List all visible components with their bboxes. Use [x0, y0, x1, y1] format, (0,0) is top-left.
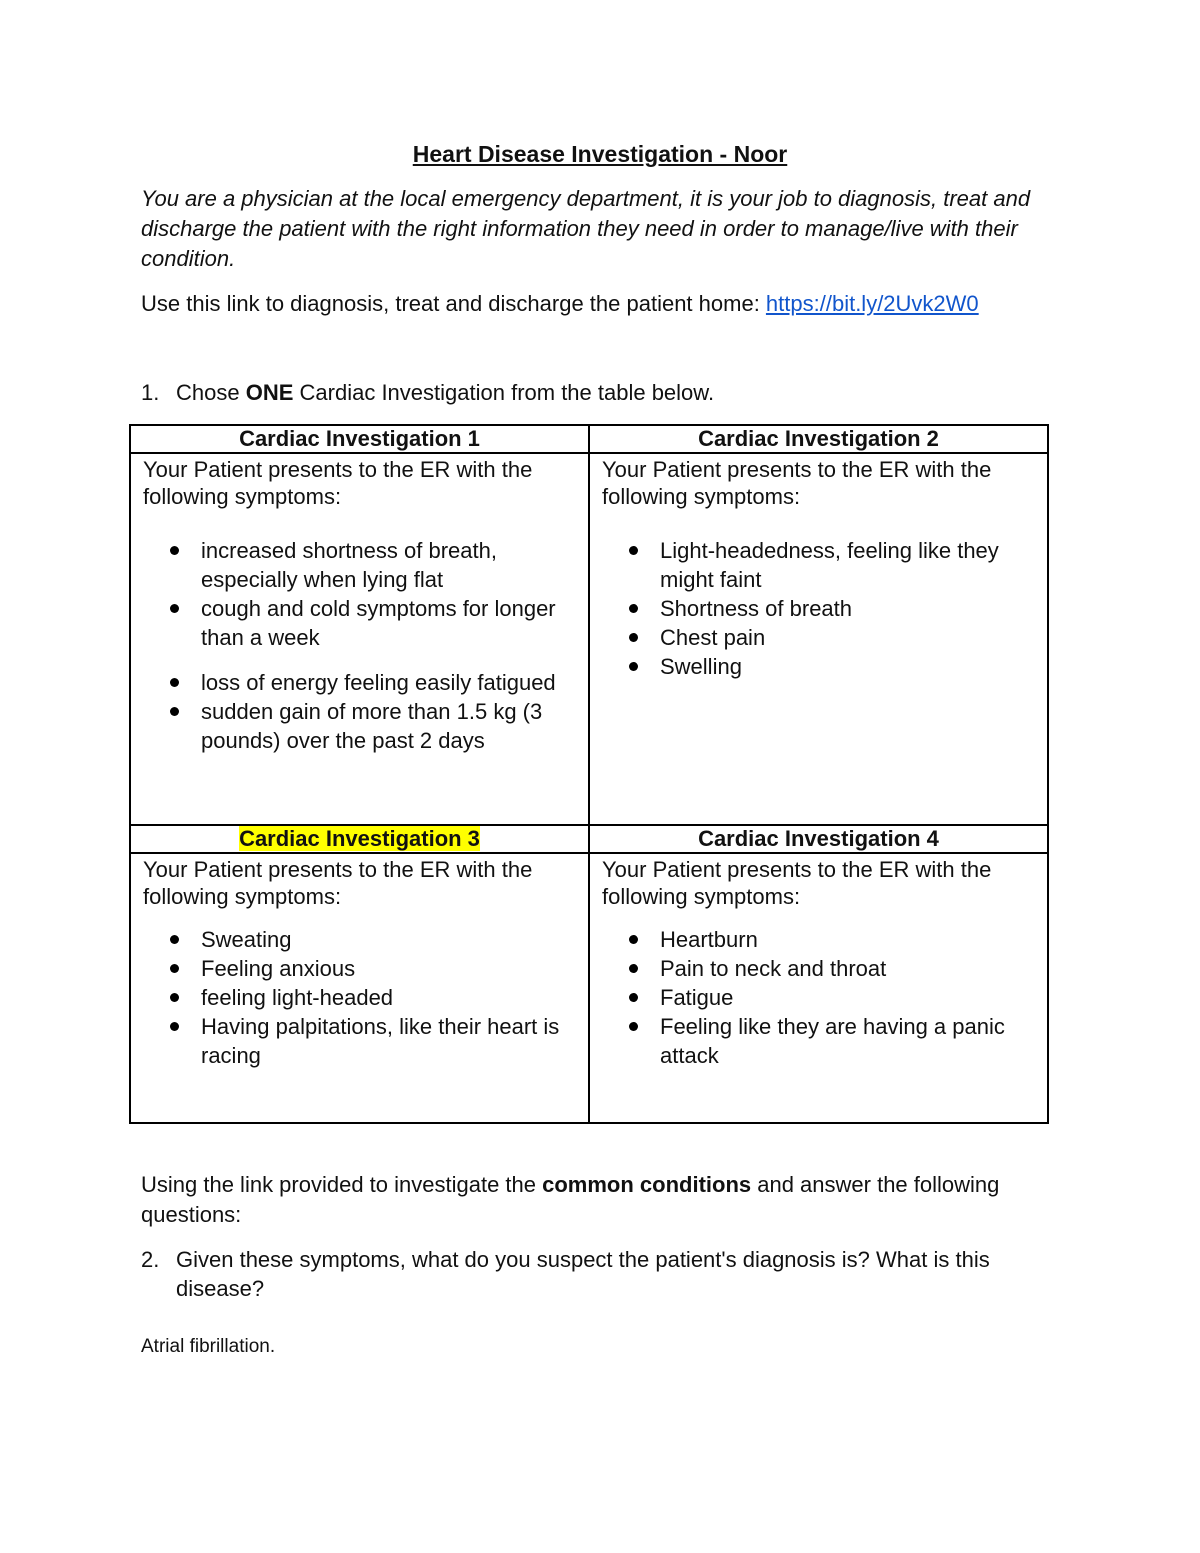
- link-instruction: [141, 289, 1081, 319]
- investigation-2-heading: Cardiac Investigation 2: [698, 426, 939, 451]
- investigation-3-heading-cell: [130, 825, 589, 853]
- investigation-3-heading: Cardiac Investigation 3: [239, 826, 480, 851]
- bullet-icon: [170, 993, 179, 1002]
- symptom-item: Having palpitations, like their heart is racing: [201, 1012, 578, 1070]
- bullet-icon: [629, 662, 638, 671]
- question-2-number: 2.: [141, 1247, 160, 1272]
- symptom-item: cough and cold symptoms for longer than a week: [201, 594, 578, 652]
- investigation-4-heading: Cardiac Investigation 4: [698, 826, 939, 851]
- investigation-4-cell: [589, 853, 1048, 1123]
- question-1-after: Cardiac Investigation from the table below.: [293, 380, 715, 405]
- instructions-bold: common conditions: [542, 1172, 752, 1197]
- symptom-item: loss of energy feeling easily fatigued: [201, 668, 578, 697]
- page-title: Heart Disease Investigation - Noor: [412, 141, 788, 167]
- bullet-icon: [170, 1022, 179, 1031]
- investigation-3-cell: [130, 853, 589, 1123]
- investigation-4-intro: Your Patient presents to the ER with the following symptoms:: [602, 857, 992, 909]
- investigation-3-symptom-list: [143, 925, 578, 1070]
- bullet-icon: [629, 1022, 638, 1031]
- bullet-icon: [629, 935, 638, 944]
- question-2-text: Given these symptoms, what do you suspect the patient's diagnosis is? What is this disease?: [176, 1247, 990, 1301]
- link-instruction-text: Use this link to diagnosis, treat and discharge the patient home:: [141, 291, 766, 316]
- question-2: [141, 1245, 1061, 1303]
- bullet-icon: [170, 935, 179, 944]
- investigations-table: [129, 424, 1049, 1124]
- investigation-1-heading-cell: [130, 425, 589, 453]
- symptom-item: Heartburn: [660, 925, 1037, 954]
- investigation-1-cell: [130, 453, 589, 825]
- answer-2[interactable]: Atrial fibrillation.: [141, 1336, 276, 1357]
- bullet-icon: [629, 604, 638, 613]
- symptom-item: Pain to neck and throat: [660, 954, 1037, 983]
- bullet-icon: [629, 633, 638, 642]
- investigation-3-intro: Your Patient presents to the ER with the following symptoms:: [143, 857, 533, 909]
- investigation-4-symptom-list: [602, 925, 1037, 1070]
- bullet-icon: [170, 546, 179, 555]
- investigation-1-heading: Cardiac Investigation 1: [239, 426, 480, 451]
- symptom-item: Shortness of breath: [660, 594, 1037, 623]
- question-1-number: 1.: [141, 380, 160, 405]
- symptom-item: Feeling anxious: [201, 954, 578, 983]
- symptom-item: increased shortness of breath, especially when lying flat: [201, 536, 578, 594]
- question-1-bold: ONE: [245, 380, 294, 405]
- bullet-icon: [629, 546, 638, 555]
- symptom-item: Swelling: [660, 652, 1037, 681]
- symptom-item: sudden gain of more than 1.5 kg (3 pounds) over the past 2 days: [201, 697, 578, 755]
- symptom-item: Feeling like they are having a panic attack: [660, 1012, 1037, 1070]
- symptom-item: Sweating: [201, 925, 578, 954]
- bullet-icon: [629, 964, 638, 973]
- bullet-icon: [170, 604, 179, 613]
- bullet-icon: [170, 964, 179, 973]
- question-1-before: Chose: [176, 380, 246, 405]
- bullet-icon: [170, 678, 179, 687]
- investigation-1-symptom-list: [143, 536, 578, 755]
- investigation-2-cell: [589, 453, 1048, 825]
- instructions-before: Using the link provided to investigate the: [141, 1172, 543, 1197]
- investigation-link[interactable]: https://bit.ly/2Uvk2W0: [765, 291, 979, 316]
- question-1: [141, 378, 714, 408]
- symptom-item: Fatigue: [660, 983, 1037, 1012]
- investigation-2-intro: Your Patient presents to the ER with the following symptoms:: [602, 457, 992, 509]
- instructions-paragraph: [141, 1170, 1041, 1230]
- instructions-after: and answer the following questions:: [141, 1172, 1000, 1227]
- bullet-icon: [629, 993, 638, 1002]
- investigation-1-intro: Your Patient presents to the ER with the following symptoms:: [143, 457, 533, 509]
- investigation-4-heading-cell: [589, 825, 1048, 853]
- bullet-icon: [170, 707, 179, 716]
- symptom-item: Chest pain: [660, 623, 1037, 652]
- investigation-2-heading-cell: [589, 425, 1048, 453]
- investigation-2-symptom-list: [602, 536, 1037, 681]
- symptom-item: feeling light-headed: [201, 983, 578, 1012]
- intro-paragraph: You are a physician at the local emergency department, it is your job to diagnosis, treat and discharge the patient with the right information they need in order to manage/live with their condition.: [141, 186, 1031, 271]
- symptom-item: Light-headedness, feeling like they might faint: [660, 536, 1037, 594]
